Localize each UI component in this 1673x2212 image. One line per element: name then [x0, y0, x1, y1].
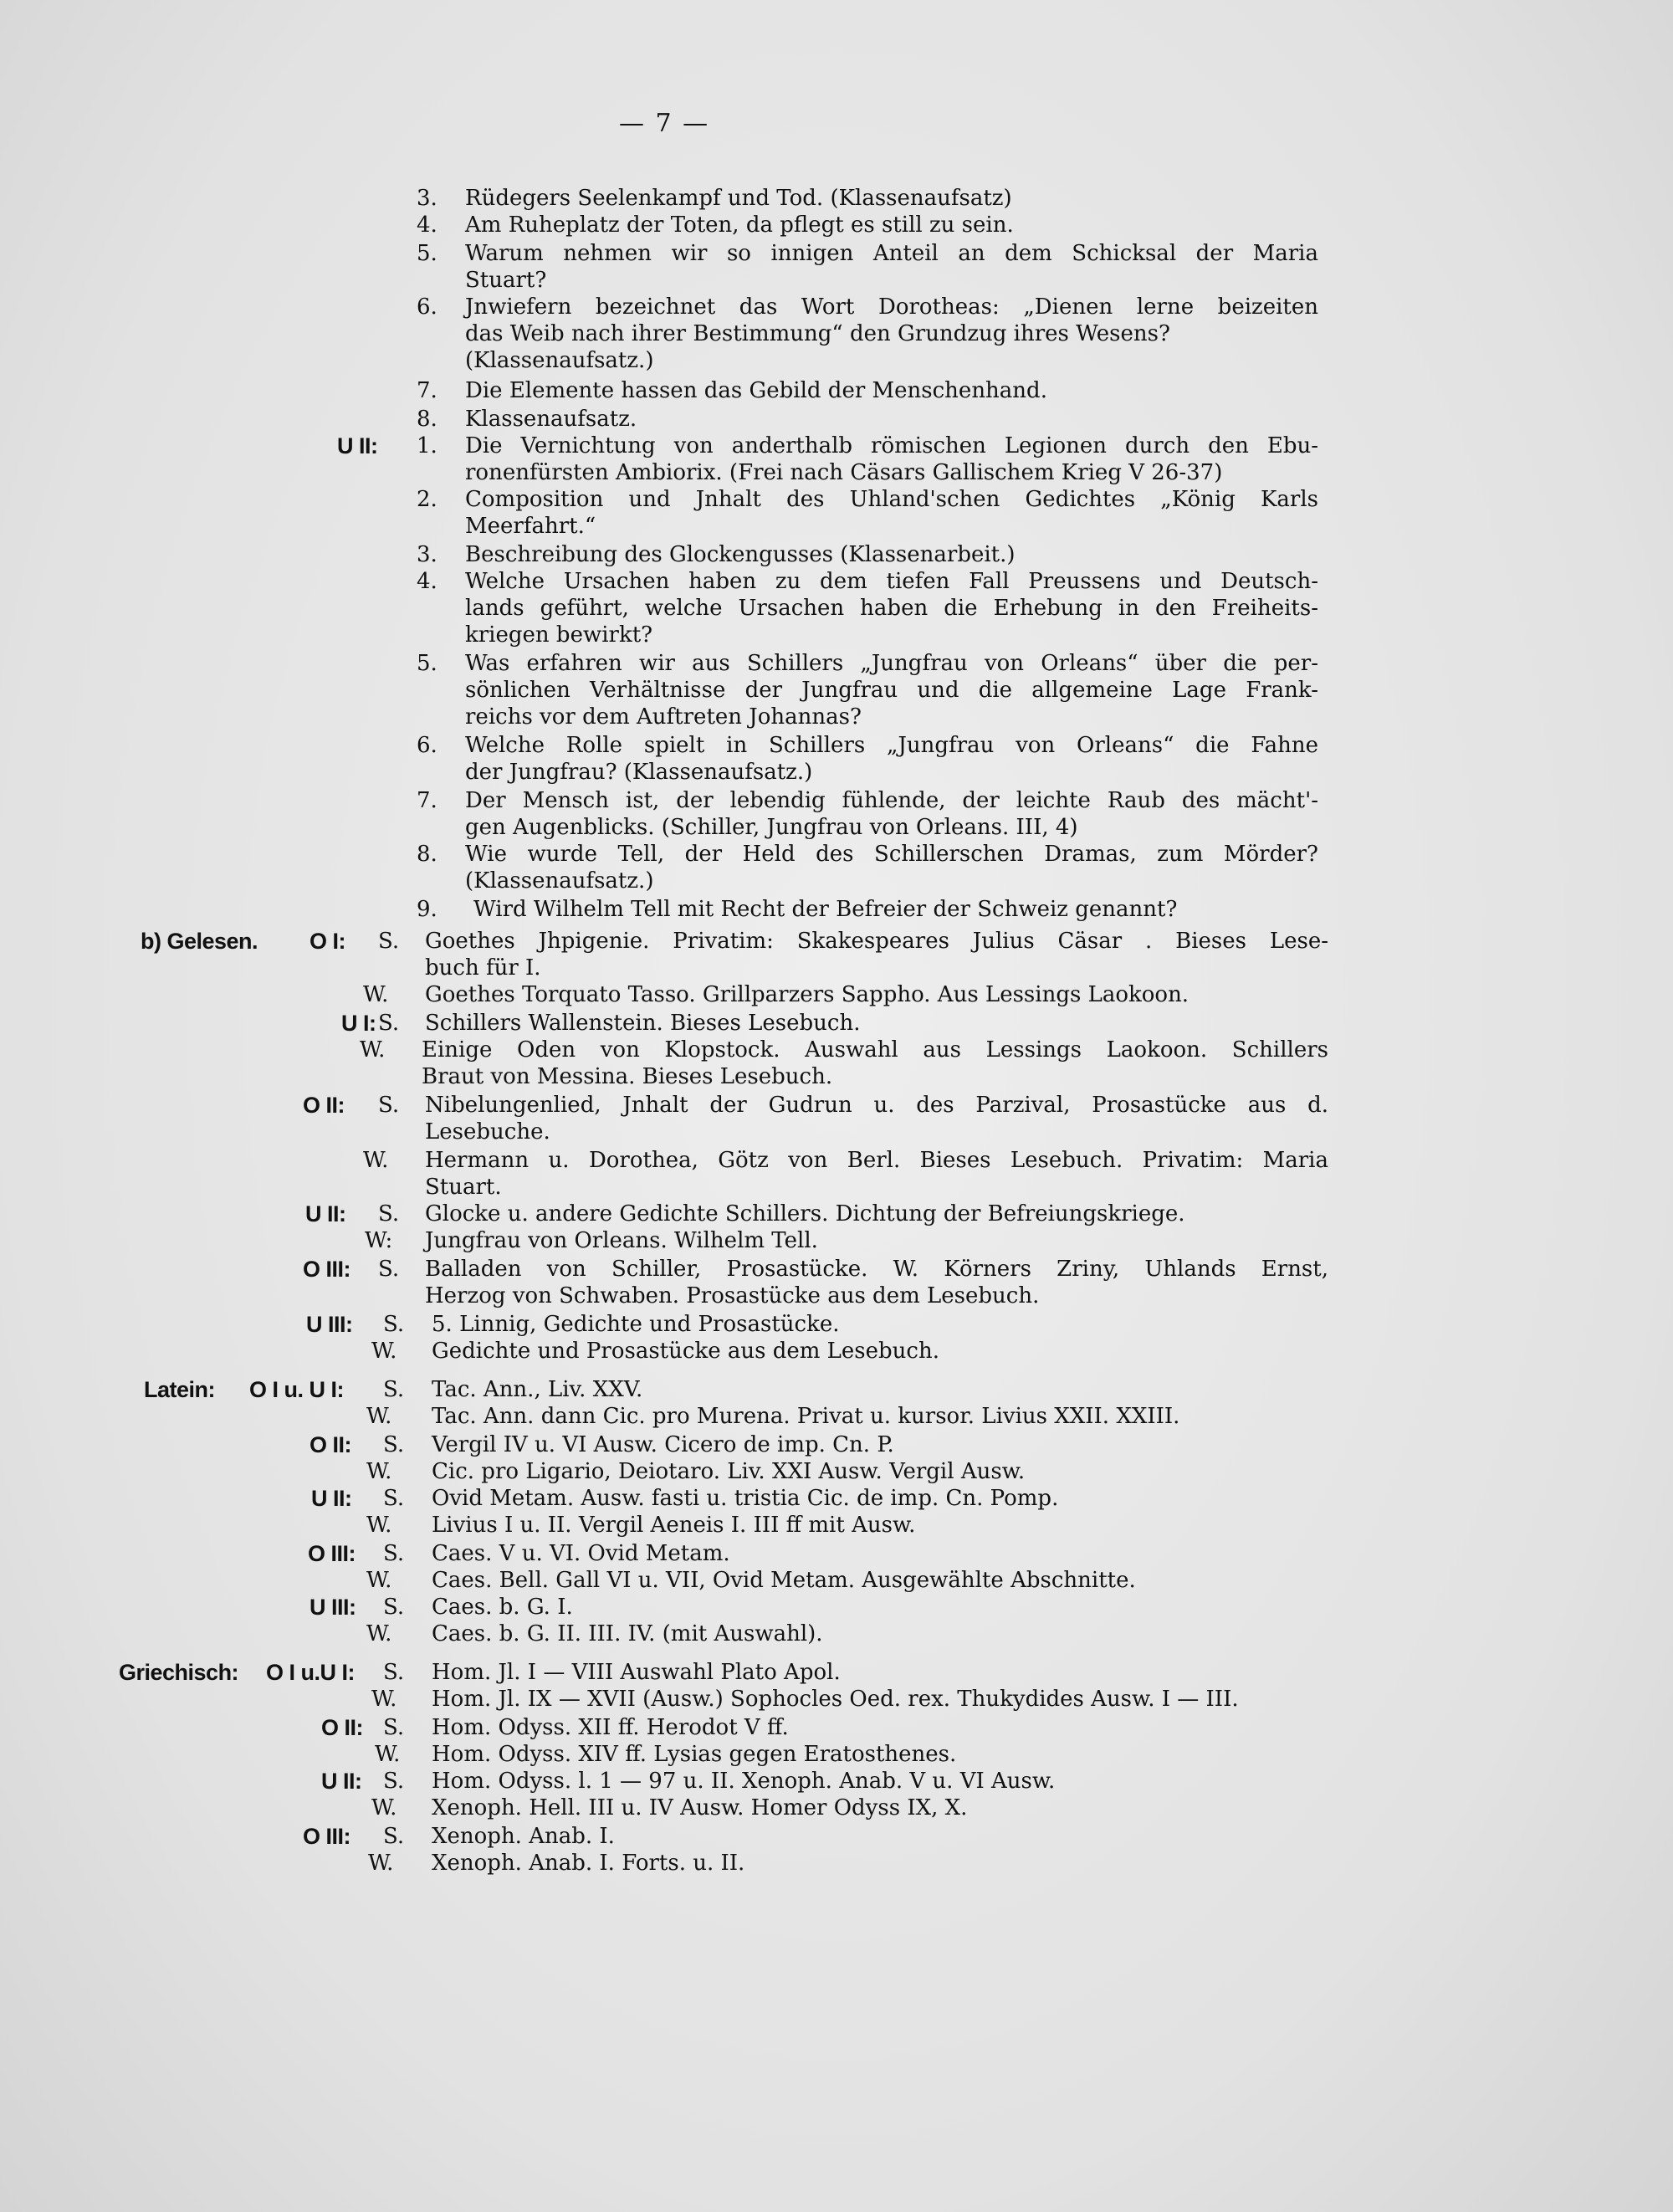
term-label: S. [378, 1257, 400, 1282]
reading-text: Gedichte und Prosastücke aus dem Lesebuch. [432, 1339, 939, 1364]
reading-text: Hom. Jl. IX — XVII (Ausw.) Sophocles Oed. rex. Thukydides Ausw. I — III. [432, 1687, 1239, 1712]
term-label: W. [366, 1459, 392, 1484]
essay-number: 4. [417, 569, 437, 594]
essay-text: Die Vernichtung von anderthalb römischen Legionen durch den Ebu- [465, 433, 1318, 458]
term-label: S. [378, 929, 400, 954]
term-label: S. [378, 1201, 400, 1226]
essay-text: Jnwiefern bezeichnet das Wort Dorotheas: „Dienen lerne beizeiten [465, 294, 1318, 320]
essay-number: 6. [417, 733, 437, 758]
class-label-uii: U II: [337, 433, 378, 458]
reading-text: Tac. Ann. dann Cic. pro Murena. Privat u. kursor. Livius XXII. XXIII. [432, 1404, 1180, 1429]
term-label: W. [375, 1742, 401, 1767]
term-label: S. [383, 1541, 405, 1566]
essay-number: 6. [417, 294, 437, 320]
class-label: U II: [305, 1201, 346, 1226]
class-label: O I: [310, 929, 345, 954]
class-label: O I u.U I: [266, 1660, 355, 1685]
essay-number: 7. [417, 788, 437, 813]
reading-text: Hom. Odyss. XIV ff. Lysias gegen Eratosthenes. [432, 1742, 957, 1767]
reading-text: Tac. Ann., Liv. XXV. [432, 1377, 643, 1402]
essay-number: 8. [417, 842, 437, 867]
reading-text: Caes. b. G. I. [432, 1595, 573, 1620]
term-label: S. [378, 1011, 400, 1036]
reading-text: Schillers Wallenstein. Bieses Lesebuch. [425, 1011, 861, 1036]
essay-text: Am Ruheplatz der Toten, da pflegt es still zu sein. [465, 212, 1014, 238]
reading-text: Xenoph. Anab. I. [432, 1824, 615, 1849]
essay-text: Beschreibung des Glockengusses (Klassenarbeit.) [465, 542, 1016, 567]
class-label: U I: [341, 1011, 376, 1036]
essay-number: 1. [417, 433, 437, 458]
essay-text: Klassenaufsatz. [465, 407, 637, 432]
essay-text: Wie wurde Tell, der Held des Schillerschen Dramas, zum Mörder? [465, 842, 1318, 867]
essay-text: (Klassenaufsatz.) [465, 348, 654, 373]
class-label: O II: [310, 1432, 351, 1457]
reading-text: Lesebuche. [425, 1119, 550, 1144]
term-label: W. [363, 1148, 389, 1173]
essay-number: 5. [417, 651, 437, 676]
class-label: U II: [311, 1486, 352, 1511]
class-label: O III: [303, 1824, 350, 1849]
essay-text: das Weib nach ihrer Bestimmung“ den Grundzug ihres Wesens? [465, 321, 1170, 346]
reading-text: Hom. Odyss. l. 1 — 97 u. II. Xenoph. Anab. V u. VI Ausw. [432, 1769, 1056, 1794]
term-label: S. [383, 1715, 405, 1740]
term-label: S. [378, 1093, 400, 1118]
term-label: W. [371, 1339, 397, 1364]
essay-text: Welche Ursachen haben zu dem tiefen Fall Preussens und Deutsch- [465, 569, 1318, 594]
reading-text: Xenoph. Hell. III u. IV Ausw. Homer Odyss IX, X. [432, 1795, 968, 1820]
class-label: O II: [303, 1093, 345, 1118]
reading-text: Goethes Torquato Tasso. Grillparzers Sappho. Aus Lessings Laokoon. [425, 982, 1190, 1007]
essay-text: gen Augenblicks. (Schiller, Jungfrau von Orleans. III, 4) [465, 815, 1078, 840]
term-label: S. [383, 1595, 405, 1620]
reading-text: Hom. Odyss. XII ff. Herodot V ff. [432, 1715, 789, 1740]
essay-number: 3. [417, 542, 437, 567]
reading-text: 5. Linnig, Gedichte und Prosastücke. [432, 1312, 840, 1337]
essay-number: 4. [417, 212, 437, 238]
essay-text: Der Mensch ist, der lebendig fühlende, der leichte Raub des mächt'- [465, 788, 1318, 813]
essay-text: Welche Rolle spielt in Schillers „Jungfrau von Orleans“ die Fahne [465, 733, 1318, 758]
essay-number: 8. [417, 407, 437, 432]
essay-text: der Jungfrau? (Klassenaufsatz.) [465, 760, 813, 785]
subject-label-latein: Latein: [144, 1377, 216, 1402]
term-label: W. [371, 1795, 397, 1820]
reading-text: Nibelungenlied, Jnhalt der Gudrun u. des Parzival, Prosastücke aus d. [425, 1093, 1328, 1118]
essay-number: 2. [417, 487, 437, 512]
essay-text: reichs vor dem Auftreten Johannas? [465, 704, 862, 730]
reading-text: Stuart. [425, 1175, 502, 1200]
reading-text: Ovid Metam. Ausw. fasti u. tristia Cic. de imp. Cn. Pomp. [432, 1486, 1059, 1511]
term-label: W. [366, 1404, 392, 1429]
essay-text: Warum nehmen wir so innigen Anteil an dem Schicksal der Maria [465, 241, 1318, 266]
term-label: W. [366, 1568, 392, 1593]
term-label: W. [371, 1687, 397, 1712]
reading-text: Caes. Bell. Gall VI u. VII, Ovid Metam. Ausgewählte Abschnitte. [432, 1568, 1136, 1593]
section-label-gelesen: b) Gelesen. [141, 929, 258, 954]
essay-text: Composition und Jnhalt des Uhland'schen Gedichtes „König Karls [465, 487, 1318, 512]
class-label: O III: [308, 1541, 356, 1566]
essay-text: Wird Wilhelm Tell mit Recht der Befreier der Schweiz genannt? [473, 897, 1178, 922]
class-label: O III: [303, 1257, 350, 1282]
essay-text: Was erfahren wir aus Schillers „Jungfrau von Orleans“ über die per- [465, 651, 1318, 676]
term-label: W: [365, 1228, 393, 1253]
reading-text: Glocke u. andere Gedichte Schillers. Dichtung der Befreiungskriege. [425, 1201, 1185, 1226]
term-label: W. [368, 1851, 394, 1876]
term-label: S. [383, 1486, 405, 1511]
subject-label-griechisch: Griechisch: [119, 1660, 239, 1685]
reading-text: Hermann u. Dorothea, Götz von Berl. Bieses Lesebuch. Privatim: Maria [425, 1148, 1328, 1173]
reading-text: Hom. Jl. I — VIII Auswahl Plato Apol. [432, 1660, 841, 1685]
page-number: — 7 — [619, 109, 710, 138]
reading-text: Braut von Messina. Bieses Lesebuch. [422, 1064, 833, 1089]
essay-text: Stuart? [465, 268, 547, 293]
term-label: S. [383, 1769, 405, 1794]
term-label: S. [383, 1432, 405, 1457]
class-label: U II: [321, 1769, 362, 1794]
reading-text: buch für I. [425, 955, 541, 981]
essay-number: 9. [417, 897, 437, 922]
reading-text: Balladen von Schiller, Prosastücke. W. Körners Zriny, Uhlands Ernst, [425, 1257, 1328, 1282]
reading-text: Caes. b. G. II. III. IV. (mit Auswahl). [432, 1621, 823, 1646]
essay-number: 5. [417, 241, 437, 266]
term-label: S. [383, 1660, 405, 1685]
essay-number: 7. [417, 378, 437, 403]
reading-text: Livius I u. II. Vergil Aeneis I. III ff mit Ausw. [432, 1513, 916, 1538]
reading-text: Vergil IV u. VI Ausw. Cicero de imp. Cn. P. [432, 1432, 894, 1457]
term-label: W. [366, 1621, 392, 1646]
term-label: S. [383, 1377, 405, 1402]
essay-text: Rüdegers Seelenkampf und Tod. (Klassenaufsatz) [465, 186, 1012, 211]
term-label: W. [363, 982, 389, 1007]
essay-text: lands geführt, welche Ursachen haben die Erhebung in den Freiheits- [465, 596, 1318, 621]
reading-text: Goethes Jhpigenie. Privatim: Skakespeares Julius Cäsar . Bieses Lese- [425, 929, 1328, 954]
reading-text: Cic. pro Ligario, Deiotaro. Liv. XXI Ausw. Vergil Ausw. [432, 1459, 1026, 1484]
term-label: S. [383, 1824, 405, 1849]
reading-text: Herzog von Schwaben. Prosastücke aus dem Lesebuch. [425, 1283, 1040, 1308]
reading-text: Caes. V u. VI. Ovid Metam. [432, 1541, 730, 1566]
term-label: W. [366, 1513, 392, 1538]
essay-text: Die Elemente hassen das Gebild der Menschenhand. [465, 378, 1047, 403]
reading-text: Einige Oden von Klopstock. Auswahl aus Lessings Laokoon. Schillers [422, 1037, 1328, 1062]
term-label: S. [383, 1312, 405, 1337]
reading-text: Jungfrau von Orleans. Wilhelm Tell. [425, 1228, 818, 1253]
class-label: O II: [321, 1715, 363, 1740]
class-label: O I u. U I: [249, 1377, 344, 1402]
essay-text: Meerfahrt.“ [465, 514, 596, 539]
reading-text: Xenoph. Anab. I. Forts. u. II. [432, 1851, 745, 1876]
essay-text: kriegen bewirkt? [465, 622, 653, 648]
essay-text: ronenfürsten Ambiorix. (Frei nach Cäsars Gallischem Krieg V 26-37) [465, 460, 1223, 485]
class-label: U III: [310, 1595, 356, 1620]
term-label: W. [360, 1037, 386, 1062]
essay-number: 3. [417, 186, 437, 211]
essay-text: sönlichen Verhältnisse der Jungfrau und die allgemeine Lage Frank- [465, 678, 1318, 703]
class-label: U III: [306, 1312, 353, 1337]
essay-text: (Klassenaufsatz.) [465, 868, 654, 894]
